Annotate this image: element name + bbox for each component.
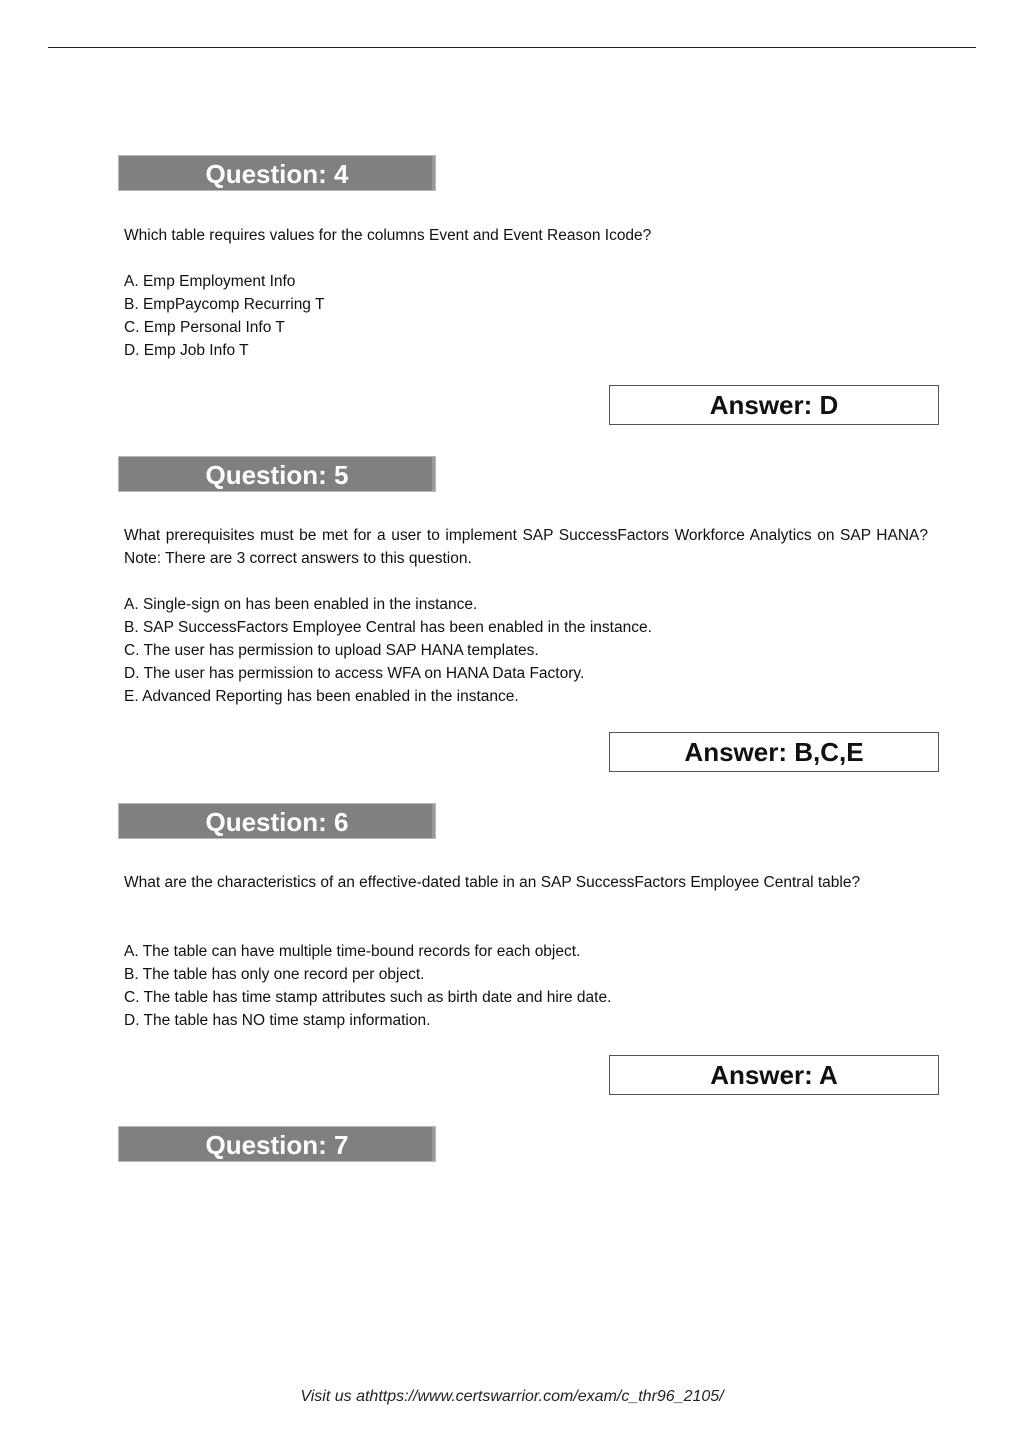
question-5-answer: Answer: B,C,E	[609, 732, 939, 772]
question-6-answer: Answer: A	[609, 1055, 939, 1095]
option-c: C. The user has permission to upload SAP HANA templates.	[124, 642, 539, 659]
question-6-text: What are the characteristics of an effective-dated table in an SAP SuccessFactors Employee Central table?	[124, 874, 861, 891]
footer-link[interactable]: Visit us athttps://www.certswarrior.com/exam/c_thr96_2105/	[300, 1388, 724, 1405]
option-d: D. The table has NO time stamp information.	[124, 1012, 431, 1029]
question-5-heading: Question: 5	[118, 456, 436, 492]
option-b: B. The table has only one record per object.	[124, 966, 425, 983]
question-5-options	[124, 593, 928, 708]
option-b: B. EmpPaycomp Recurring T	[124, 296, 325, 313]
question-4-answer: Answer: D	[609, 385, 939, 425]
question-4-options	[124, 270, 928, 362]
option-e: E. Advanced Reporting has been enabled in the instance.	[124, 688, 519, 705]
top-rule	[48, 47, 976, 48]
option-b: B. SAP SuccessFactors Employee Central has been enabled in the instance.	[124, 619, 652, 636]
question-7-heading: Question: 7	[118, 1126, 436, 1162]
question-5-text: What prerequisites must be met for a user to implement SAP SuccessFactors Workforce Analytics on SAP HANA? Note: There are 3 correct answers to this question.	[124, 527, 928, 567]
question-4-heading: Question: 4	[118, 155, 436, 191]
option-c: C. Emp Personal Info T	[124, 319, 285, 336]
option-a: A. Emp Employment Info	[124, 273, 296, 290]
option-a: A. The table can have multiple time-bound records for each object.	[124, 943, 581, 960]
option-d: D. Emp Job Info T	[124, 342, 249, 359]
question-6-heading: Question: 6	[118, 803, 436, 839]
question-4-text: Which table requires values for the columns Event and Event Reason Icode?	[124, 227, 652, 244]
question-6-options	[124, 940, 928, 1032]
option-c: C. The table has time stamp attributes such as birth date and hire date.	[124, 989, 612, 1006]
option-d: D. The user has permission to access WFA on HANA Data Factory.	[124, 665, 585, 682]
option-a: A. Single-sign on has been enabled in the instance.	[124, 596, 478, 613]
